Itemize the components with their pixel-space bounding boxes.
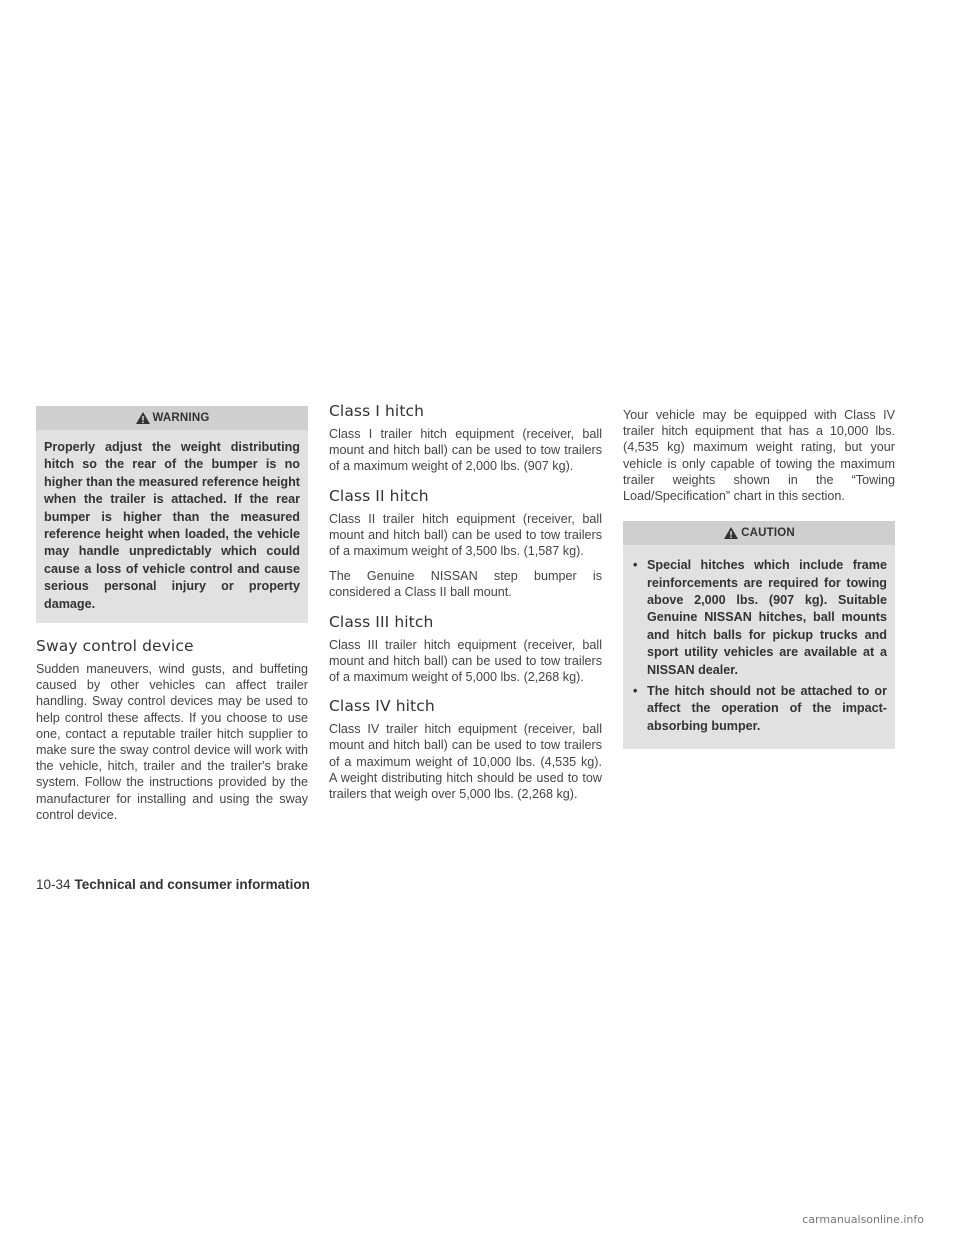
class2-text: Class II trailer hitch equipment (receiver, ball mount and hitch ball) can be used to tow trailers of a maximum weight of 3,500 lbs. (1,587 kg). <box>329 511 602 559</box>
warning-box <box>36 406 308 623</box>
caution-body <box>623 545 895 749</box>
class4-text: Class IV trailer hitch equipment (receiver, ball mount and hitch ball) can be used to tow trailers of a maximum weight of 10,000 lbs. (4,535 kg). A weight distributing hitch should be used to tow trailers that weigh over 5,000 lbs. (2,268 kg). <box>329 722 602 802</box>
class2-heading: Class II hitch <box>329 486 429 505</box>
warning-text: Properly adjust the weight distributing hitch so the rear of the bumper is no higher than the measured reference height when the trailer is attached. If the rear bumper is higher than the measured reference height when loaded, the vehicle may handle unpredictably which could cause a loss of vehicle control and cause serious personal injury or property damage. <box>44 440 300 611</box>
page-footer <box>36 877 310 892</box>
watermark: carmanualsonline.info <box>802 1213 924 1226</box>
class2-text-2: The Genuine NISSAN step bumper is considered a Class II ball mount. <box>329 569 602 600</box>
warning-title: WARNING <box>152 412 210 424</box>
class3-text: Class III trailer hitch equipment (receiver, ball mount and hitch ball) can be used to tow trailers of a maximum weight of 5,000 lbs. (2,268 kg). <box>329 637 602 685</box>
class4-heading: Class IV hitch <box>329 697 435 716</box>
section-title: Technical and consumer information <box>74 877 310 892</box>
caution-title: CAUTION <box>741 527 795 540</box>
col3-intro-text: Your vehicle may be equipped with Class IV trailer hitch equipment that has a 10,000 lbs. (4,535 kg) maximum weight rating, but your vehicle is only capable of towing the maximum trailer weights shown in the “Towing Load/Specification” chart in this section. <box>623 408 895 504</box>
caution-header <box>623 521 895 545</box>
column-middle <box>329 402 602 811</box>
column-right <box>623 407 895 749</box>
class1-heading: Class I hitch <box>329 402 425 420</box>
bullet: • <box>633 558 638 573</box>
caution-list <box>631 557 887 735</box>
caution-box <box>623 521 895 749</box>
page-number: 10-34 <box>36 877 71 892</box>
warning-header <box>36 406 308 430</box>
sway-heading: Sway control device <box>36 637 194 656</box>
class1-text: Class I trailer hitch equipment (receiver, ball mount and hitch ball) can be used to tow trailers of a maximum weight of 2,000 lbs. (907 kg). <box>329 427 602 474</box>
caution-icon <box>723 526 739 540</box>
class3-heading: Class III hitch <box>329 612 434 631</box>
caution-item: • Special hitches which include frame reinforcements are required for towing above 2,000 lbs. (907 kg). Suitable Genuine NISSAN hitches, ball mounts and hitch balls for pickup trucks and sport utility vehicles are available at a NISSAN dealer. <box>633 558 887 677</box>
column-left <box>36 404 308 832</box>
warning-icon <box>135 411 151 425</box>
bullet: • <box>633 684 638 699</box>
sway-text: Sudden maneuvers, wind gusts, and buffeting caused by other vehicles can affect trailer handling. Sway control devices may be used to help control these affects. If you choose to use one, contact a reputable trailer hitch supplier to make sure the sway control device will work with the vehicle, hitch, trailer and the trailer's brake system. Follow the instructions provided by the manufacturer for installing and using the sway control device. <box>36 662 308 822</box>
caution-item: • The hitch should not be attached to or affect the operation of the impact-absorbing bumper. <box>633 684 887 733</box>
